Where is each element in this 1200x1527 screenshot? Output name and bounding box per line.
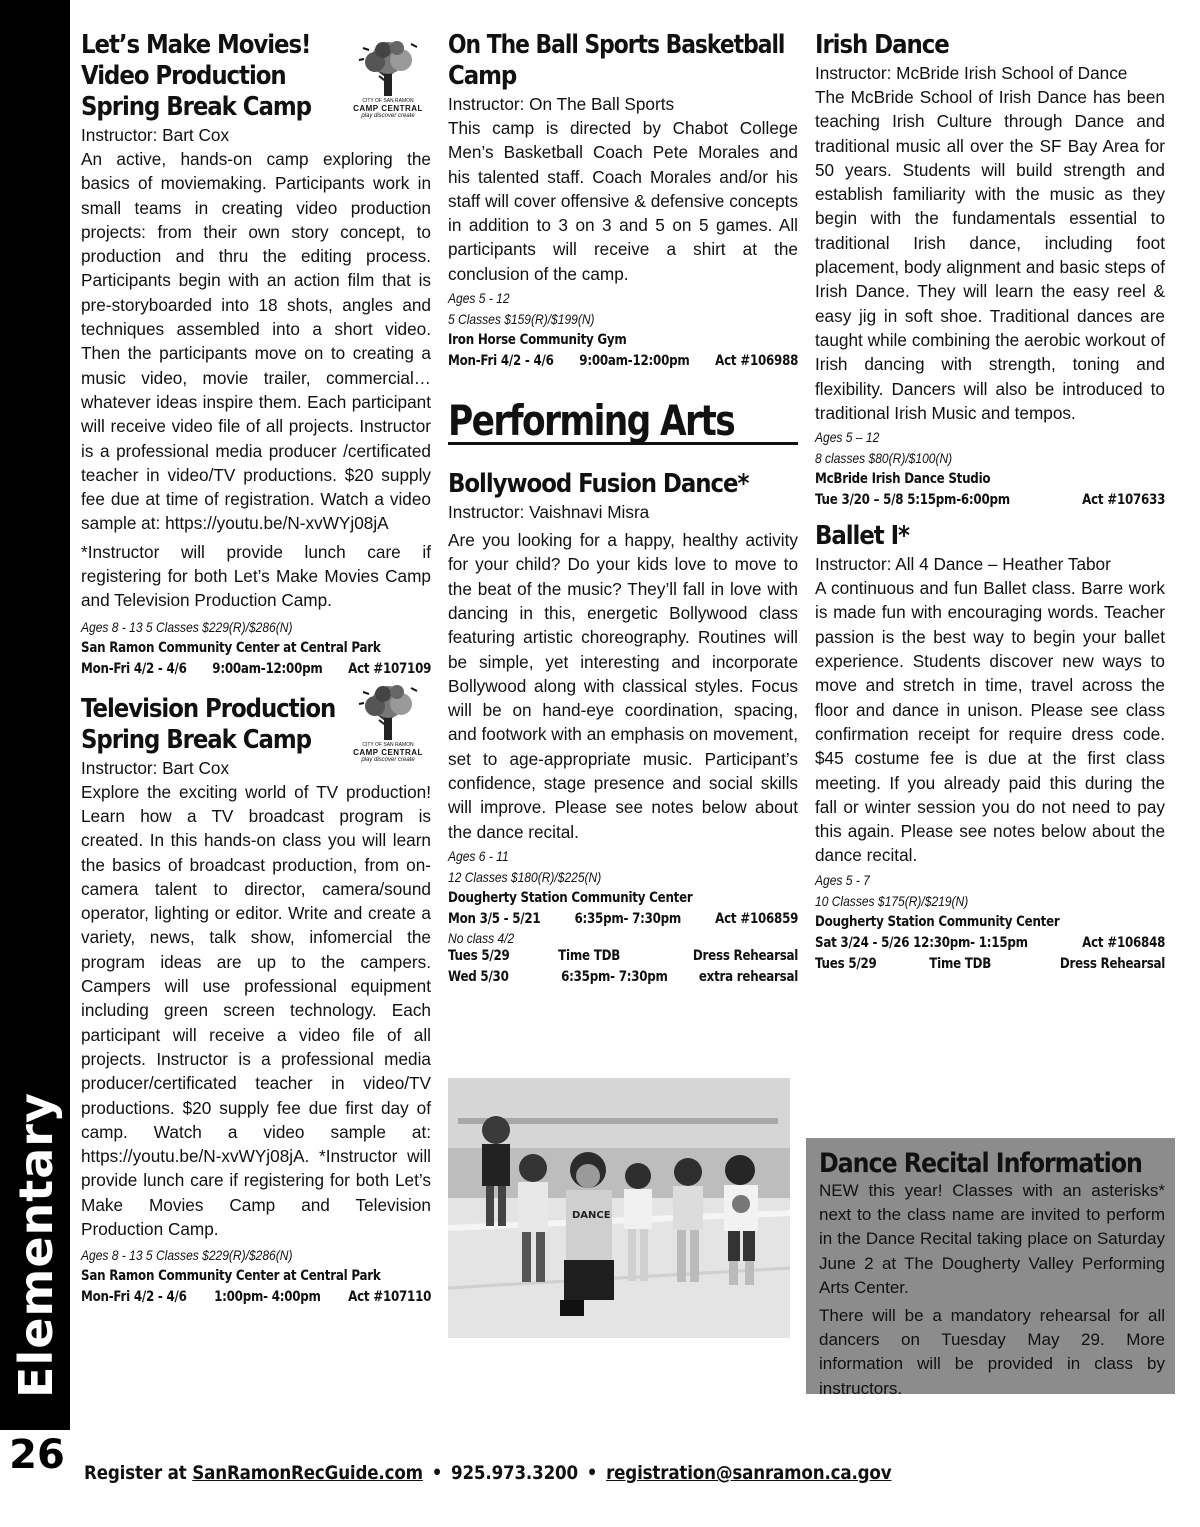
movies-title-line-3: Spring Break Camp: [81, 92, 311, 122]
irish-classes: 8 classes $80(R)/$100(N): [815, 450, 953, 467]
movies-camp: [81, 30, 431, 680]
irish-title: Irish Dance: [815, 30, 949, 60]
bollywood-description: Are you looking for a happy, healthy activity for your child? Do your kids love to move to the beat of the music? They’ll fall in love with dancing in this, energetic Bollywood class featuring artistic choreography. Routines will be simple, yet interesting and incorporate Bollywood along with classical styles. Focus will be on hand-eye coordination, spacing, and footwork with an emphasis on movement, set to age-appropriate music. Participant’s confidence, stage presence and social skills will improve. Please see notes below about the dance recital.: [448, 530, 798, 842]
basketball-title-line-2: Camp: [448, 61, 517, 91]
column-1: [81, 30, 431, 1308]
tv-title-line-2: Spring Break Camp: [81, 724, 311, 755]
footer-separator: •: [586, 1462, 598, 1484]
basketball-location: Iron Horse Community Gym: [448, 332, 627, 349]
basketball-schedule: Mon-Fri 4/2 - 4/6 9:00am-12:00pm Act #106988: [448, 353, 799, 370]
sidebar-label: Elementary: [9, 1092, 63, 1398]
tv-schedule: Mon-Fri 4/2 - 4/6 1:00pm- 4:00pm Act #107110: [81, 1289, 432, 1306]
tree-icon: [353, 38, 423, 98]
performing-arts-heading: Performing Arts: [448, 396, 735, 446]
footer-phone: 925.973.3200: [451, 1462, 578, 1484]
bollywood-classes: 12 Classes $180(R)/$225(N): [448, 868, 602, 885]
bollywood-extra-row: Wed 5/30 6:35pm- 7:30pm extra rehearsal: [448, 968, 799, 985]
movies-meta: Ages 8 - 13 5 Classes $229(R)/$286(N): [81, 618, 293, 635]
ballet-schedule: Sat 3/24 - 5/26 12:30pm- 1:15pm Act #106848: [815, 934, 1166, 951]
tv-title-line-1: Television Production: [81, 693, 336, 724]
irish-instructor: Instructor: McBride Irish School of Dance: [815, 63, 1128, 83]
basketball-camp: [448, 30, 798, 372]
footer: [84, 1462, 891, 1484]
bollywood-title: Bollywood Fusion Dance*: [448, 469, 749, 500]
movies-schedule: Mon-Fri 4/2 - 4/6 9:00am-12:00pm Act #107109: [81, 660, 432, 677]
column-2: [448, 30, 798, 988]
dance-shirt-text: DANCE: [572, 1210, 611, 1221]
bollywood-ages: Ages 6 - 11: [448, 847, 509, 864]
movies-instructor: Instructor: Bart Cox: [81, 125, 230, 145]
camp-central-logo: CITY OF SAN RAMON CAMP CENTRAL play discover create: [353, 38, 423, 118]
dance-photo-image: [448, 1078, 790, 1338]
ballet-description: A continuous and fun Ballet class. Barre work is made fun with encouraging words. Teacher passion is the best way to begin your ballet experience. Students discover new ways to move and stretch in time, travel across the floor and dance in unison. Please see class confirmation receipt for require dress code. $45 costume fee is due at the first class meeting. If you already paid this during the fall or winter session you do not need to pay this again. Please see notes below about the dance recital.: [815, 578, 1165, 866]
movies-note: *Instructor will provide lunch care if registering for both Let’s Make Movies Camp and Television Production Camp.: [81, 541, 431, 611]
irish-schedule: Tue 3/20 – 5/8 5:15pm-6:00pm Act #107633: [815, 492, 1166, 509]
movies-title-line-1: Let’s Make Movies!: [81, 30, 311, 60]
ballet-instructor: Instructor: All 4 Dance – Heather Tabor: [815, 554, 1111, 575]
movies-title-line-2: Video Production: [81, 61, 286, 91]
ballet-title: Ballet I*: [815, 521, 909, 552]
performing-arts-heading-block: [448, 398, 798, 445]
bollywood-instructor: Instructor: Vaishnavi Misra: [448, 502, 650, 523]
tv-description: Explore the exciting world of TV production! Learn how a TV broadcast program is created. In this hands-on class you will learn the basics of broadcast production, from on-camera talent to director, camera/sound operator, lighting or editor. Write and create a variety, news, talk show, infomercial the program ideas are up to the campers. Campers will use professional equipment including green screen technology. Each participant will receive a video file of all projects. Instructor is a professional media producer/certificated teacher in video/TV productions. $20 supply fee due first day of camp. Watch a video sample at: https://youtu.be/N-xvWYj08jA. *Instructor will provide lunch care if registering for both Let’s Make Movies Camp and Television Production Camp.: [81, 781, 431, 1239]
bollywood-class: [448, 469, 798, 988]
tv-camp: [81, 694, 431, 1309]
column-3: [815, 30, 1165, 975]
movies-location: San Ramon Community Center at Central Park: [81, 639, 381, 656]
recital-paragraph-2: There will be a mandatory rehearsal for all dancers on Tuesday May 29. More information will be provided in class by instructors.: [819, 1306, 1165, 1398]
recital-paragraph-1: NEW this year! Classes with an asterisks* next to the class name are invited to perform in the Dance Recital taking place on Saturday June 2 at The Dougherty Valley Performing Arts Center.: [819, 1181, 1165, 1297]
tv-instructor: Instructor: Bart Cox: [81, 757, 230, 778]
footer-website-link[interactable]: SanRamonRecGuide.com: [192, 1462, 423, 1484]
footer-email-link[interactable]: registration@sanramon.ca.gov: [606, 1462, 892, 1484]
basketball-title-line-1: On The Ball Sports Basketball: [448, 30, 785, 60]
basketball-classes: 5 Classes $159(R)/$199(N): [448, 311, 595, 328]
recital-title: Dance Recital Information: [819, 1148, 1142, 1179]
irish-location: McBride Irish Dance Studio: [815, 471, 991, 488]
irish-dance-class: [815, 30, 1165, 511]
basketball-ages: Ages 5 - 12: [448, 290, 510, 307]
tv-meta: Ages 8 - 13 5 Classes $229(R)/$286(N): [81, 1247, 293, 1264]
bollywood-rehearsal-row: Tues 5/29 Time TDB Dress Rehearsal: [448, 947, 799, 964]
page-number: 26: [9, 1432, 65, 1478]
ballet-class: [815, 521, 1165, 975]
ballet-location: Dougherty Station Community Center: [815, 913, 1060, 930]
bollywood-no-class: No class 4/2: [448, 929, 515, 946]
ballet-rehearsal-row: Tues 5/29 Time TDB Dress Rehearsal: [815, 955, 1166, 972]
footer-register-text: Register at: [84, 1462, 193, 1484]
basketball-description: This camp is directed by Chabot College Men’s Basketball Coach Pete Morales and his talented staff. Coach Morales and/or his staff will cover offensive & defensive concepts in addition to 3 on 3 and 5 on 5 games. All participants will receive a shirt at the conclusion of the camp.: [448, 118, 798, 284]
irish-description: The McBride School of Irish Dance has been teaching Irish Culture through Dance and traditional music all over the SF Bay Area for 50 years. Students will build strength and establish familiarity with the music as they begin with the fundamentals essential to traditional Irish dance, including foot placement, body alignment and basic steps of Irish Dance. They will learn the easy reel & easy jig in soft shoe. Traditional dances are taught while combining the aerobic workout of Irish dancing with strength, toning and flexibility. Dancers will also be introduced to traditional Irish Music and tempos.: [815, 87, 1165, 423]
bollywood-location: Dougherty Station Community Center: [448, 889, 693, 906]
bollywood-schedule: Mon 3/5 - 5/21 6:35pm- 7:30pm Act #106859: [448, 910, 799, 927]
tv-location: San Ramon Community Center at Central Park: [81, 1268, 381, 1285]
ballet-classes: 10 Classes $175(R)/$219(N): [815, 892, 969, 909]
dance-recital-box: [806, 1138, 1175, 1398]
tree-icon: [353, 682, 423, 742]
ballet-ages: Ages 5 - 7: [815, 871, 870, 888]
dance-class-photo: [448, 1078, 790, 1338]
basketball-instructor: Instructor: On The Ball Sports: [448, 94, 675, 114]
camp-central-logo: CITY OF SAN RAMON CAMP CENTRAL play discover create: [353, 682, 423, 762]
footer-separator: •: [431, 1462, 443, 1484]
irish-ages: Ages 5 – 12: [815, 429, 880, 446]
movies-description: An active, hands-on camp exploring the basics of moviemaking. Participants work in small teams in creating video production projects: from their own story concept, to production and thru the editing process. Participants begin with an action film that is pre-storyboarded into 18 shots, angles and techniques assembled into a short video. Then the participants move on to creating a music video, movie trailer, commercial… whatever ideas inspire them. Each participant will receive video file of all projects. Instructor is a professional media producer /certificated teacher in video/TV productions. $20 supply fee due at time of registration. Watch a video sample at: https://youtu.be/N-xvWYj08jA: [81, 149, 431, 534]
